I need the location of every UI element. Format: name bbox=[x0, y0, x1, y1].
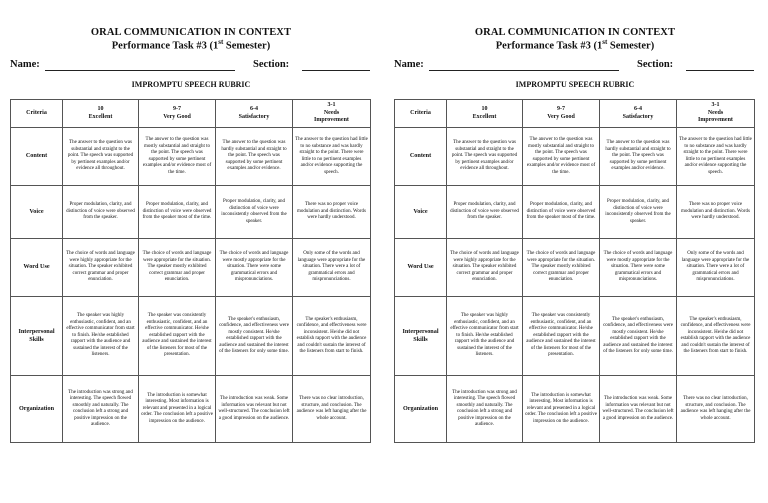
criteria-cell: Word Use bbox=[11, 239, 63, 297]
criteria-cell: Voice bbox=[395, 186, 447, 239]
descriptor-cell: The answer to the question was hardly substantial and straight to the point. The speech was supported by some pertinent examples and/or evidence. bbox=[216, 128, 293, 186]
section-blank-line bbox=[686, 70, 754, 71]
name-section-row bbox=[10, 59, 370, 73]
descriptor-cell: The answer to the question was mostly substantial and straight to the point. The speech was supported by some pertinent examples and/or evidence most of the time. bbox=[523, 128, 600, 186]
rubric-row bbox=[11, 239, 371, 297]
rubric-page-left bbox=[6, 0, 376, 503]
header-cell: 6-4 Satisfactory bbox=[600, 100, 677, 128]
descriptor-cell: Proper modulation, clarity, and distinction of voice were inconsistently observed from the speaker. bbox=[216, 186, 293, 239]
rubric-header-row bbox=[11, 100, 371, 128]
descriptor-cell: Proper modulation, clarity, and distinction of voice were inconsistently observed from the speaker. bbox=[600, 186, 677, 239]
descriptor-cell: Only some of the words and language were appropriate for the situation. There were a lot of grammatical errors and mispronunciations. bbox=[293, 239, 371, 297]
criteria-cell: Interpersonal Skills bbox=[11, 297, 63, 376]
descriptor-cell: Proper modulation, clarity, and distinction of voice were observed from the speaker. bbox=[63, 186, 139, 239]
name-blank-line bbox=[45, 70, 235, 71]
descriptor-cell: The answer to the question had little to no substance and was hardly straight to the point. There were little to no pertinent examples and/or evidence supporting the speech. bbox=[677, 128, 755, 186]
header-cell: 3-1 Needs Improvement bbox=[677, 100, 755, 128]
rubric-row bbox=[395, 128, 755, 186]
section-blank-line bbox=[302, 70, 370, 71]
descriptor-cell: The answer to the question was substantial and straight to the point. The speech was supported by pertinent examples and/or evidence all throughout. bbox=[447, 128, 523, 186]
name-section-row bbox=[394, 59, 754, 73]
header-cell: 9-7 Very Good bbox=[139, 100, 216, 128]
descriptor-cell: The choice of words and language were mostly appropriate for the situation. There were some grammatical errors and mispronunciations. bbox=[216, 239, 293, 297]
criteria-cell: Word Use bbox=[395, 239, 447, 297]
descriptor-cell: The speaker was consistently enthusiastic, confident, and an effective communicator. He/she established rapport with the audience and sustained the interest of the listeners for most of the presentation. bbox=[139, 297, 216, 376]
name-label: Name: bbox=[394, 59, 424, 70]
rubric-row bbox=[395, 297, 755, 376]
document-title: ORAL COMMUNICATION IN CONTEXT bbox=[90, 27, 292, 38]
subtitle-text: Performance Task #3 (1 bbox=[495, 40, 603, 52]
descriptor-cell: Only some of the words and language were appropriate for the situation. There were a lot of grammatical errors and mispronunciations. bbox=[677, 239, 755, 297]
descriptor-cell: The introduction is somewhat interesting. Most information is relevant and presented in a logical order. The conclusion left a positive impression on the audience. bbox=[523, 376, 600, 443]
rubric-row bbox=[11, 376, 371, 443]
criteria-cell: Organization bbox=[11, 376, 63, 443]
header-cell: 9-7 Very Good bbox=[523, 100, 600, 128]
descriptor-cell: There was no proper voice modulation and distinction. Words were hardly understood. bbox=[293, 186, 371, 239]
descriptor-cell: The introduction was weak. Some information was relevant but not well-structured. The conclusion left a good impression on the audience. bbox=[216, 376, 293, 443]
descriptor-cell: The speaker's enthusiasm, confidence, and effectiveness were mostly consistent. He/she established rapport with the audience and sustained the interest of the listeners for only some time. bbox=[600, 297, 677, 376]
rubric-row bbox=[395, 376, 755, 443]
descriptor-cell: Proper modulation, clarity, and distinction of voice were observed from the speaker most of the time. bbox=[139, 186, 216, 239]
descriptor-cell: The answer to the question was substantial and straight to the point. The speech was supported by pertinent examples and/or evidence all throughout. bbox=[63, 128, 139, 186]
descriptor-cell: There was no proper voice modulation and distinction. Words were hardly understood. bbox=[677, 186, 755, 239]
descriptor-cell: The choice of words and language were mostly appropriate for the situation. There were some grammatical errors and mispronunciations. bbox=[600, 239, 677, 297]
rubric-table bbox=[10, 99, 371, 443]
header-cell: 10 Excellent bbox=[447, 100, 523, 128]
descriptor-cell: The answer to the question had little to no substance and was hardly straight to the point. There were little to no pertinent examples and/or evidence supporting the speech. bbox=[293, 128, 371, 186]
rubric-row bbox=[11, 297, 371, 376]
rubric-title: IMPROMPTU SPEECH RUBRIC bbox=[515, 80, 635, 89]
descriptor-cell: The choice of words and language were appropriate for the situation. The speaker mostly exhibited correct grammar and proper enunciation. bbox=[139, 239, 216, 297]
criteria-cell: Voice bbox=[11, 186, 63, 239]
descriptor-cell: The speaker was highly enthusiastic, confident, and an effective communicator from start to finish. He/she established rapport with the audience and sustained the interest of the listeners. bbox=[447, 297, 523, 376]
name-label: Name: bbox=[10, 59, 40, 70]
subtitle-superscript: st bbox=[218, 38, 224, 46]
subtitle-text: Performance Task #3 (1 bbox=[111, 40, 219, 52]
subtitle-superscript: st bbox=[602, 38, 608, 46]
descriptor-cell: The choice of words and language were highly appropriate for the situation. The speaker exhibited correct grammar and proper enunciation. bbox=[447, 239, 523, 297]
descriptor-cell: The introduction was strong and interesting. The speech flowed smoothly and naturally. The conclusion left a strong and positive impression on the audience. bbox=[63, 376, 139, 443]
section-label: Section: bbox=[637, 59, 674, 70]
descriptor-cell: Proper modulation, clarity, and distinction of voice were observed from the speaker most of the time. bbox=[523, 186, 600, 239]
rubric-row bbox=[11, 186, 371, 239]
descriptor-cell: The choice of words and language were highly appropriate for the situation. The speaker exhibited correct grammar and proper enunciation. bbox=[63, 239, 139, 297]
header-cell: 3-1 Needs Improvement bbox=[293, 100, 371, 128]
header-cell: Criteria bbox=[11, 100, 63, 128]
descriptor-cell: The answer to the question was hardly substantial and straight to the point. The speech was supported by some pertinent examples and/or evidence. bbox=[600, 128, 677, 186]
descriptor-cell: The speaker was consistently enthusiastic, confident, and an effective communicator. He/she established rapport with the audience and sustained the interest of the listeners for most of the presentation. bbox=[523, 297, 600, 376]
descriptor-cell: There was no clear introduction, structure, and conclusion. The audience was left hanging after the whole account. bbox=[677, 376, 755, 443]
document-title: ORAL COMMUNICATION IN CONTEXT bbox=[474, 27, 676, 38]
rubric-header-row bbox=[395, 100, 755, 128]
criteria-cell: Content bbox=[395, 128, 447, 186]
descriptor-cell: The introduction was weak. Some information was relevant but not well-structured. The conclusion left a good impression on the audience. bbox=[600, 376, 677, 443]
rubric-row bbox=[11, 128, 371, 186]
document-subtitle bbox=[6, 38, 376, 52]
section-label: Section: bbox=[253, 59, 290, 70]
descriptor-cell: The introduction was strong and interesting. The speech flowed smoothly and naturally. The conclusion left a strong and positive impression on the audience. bbox=[447, 376, 523, 443]
descriptor-cell: The speaker's enthusiasm, confidence, and effectiveness were mostly consistent. He/she established rapport with the audience and sustained the interest of the listeners for only some time. bbox=[216, 297, 293, 376]
name-blank-line bbox=[429, 70, 619, 71]
criteria-cell: Interpersonal Skills bbox=[395, 297, 447, 376]
criteria-cell: Organization bbox=[395, 376, 447, 443]
descriptor-cell: The speaker's enthusiasm, confidence, and effectiveness were inconsistent. He/she did not establish rapport with the audience and couldn't sustain the interest of the listeners from start to finish. bbox=[677, 297, 755, 376]
descriptor-cell: The speaker was highly enthusiastic, confident, and an effective communicator from start to finish. He/she established rapport with the audience and sustained the interest of the listeners. bbox=[63, 297, 139, 376]
rubric-title: IMPROMPTU SPEECH RUBRIC bbox=[131, 80, 251, 89]
descriptor-cell: The choice of words and language were appropriate for the situation. The speaker mostly exhibited correct grammar and proper enunciation. bbox=[523, 239, 600, 297]
header-cell: 10 Excellent bbox=[63, 100, 139, 128]
descriptor-cell: The speaker's enthusiasm, confidence, and effectiveness were inconsistent. He/she did not establish rapport with the audience and couldn't sustain the interest of the listeners from start to finish. bbox=[293, 297, 371, 376]
descriptor-cell: Proper modulation, clarity, and distinction of voice were observed from the speaker. bbox=[447, 186, 523, 239]
descriptor-cell: The introduction is somewhat interesting. Most information is relevant and presented in a logical order. The conclusion left a positive impression on the audience. bbox=[139, 376, 216, 443]
descriptor-cell: There was no clear introduction, structure, and conclusion. The audience was left hanging after the whole account. bbox=[293, 376, 371, 443]
header-cell: 6-4 Satisfactory bbox=[216, 100, 293, 128]
header-cell: Criteria bbox=[395, 100, 447, 128]
rubric-row bbox=[395, 239, 755, 297]
rubric-row bbox=[395, 186, 755, 239]
descriptor-cell: The answer to the question was mostly substantial and straight to the point. The speech was supported by some pertinent examples and/or evidence most of the time. bbox=[139, 128, 216, 186]
subtitle-text-end: Semester) bbox=[223, 40, 271, 52]
document-subtitle bbox=[390, 38, 760, 52]
rubric-table bbox=[394, 99, 755, 443]
rubric-page-right bbox=[390, 0, 760, 503]
subtitle-text-end: Semester) bbox=[607, 40, 655, 52]
criteria-cell: Content bbox=[11, 128, 63, 186]
